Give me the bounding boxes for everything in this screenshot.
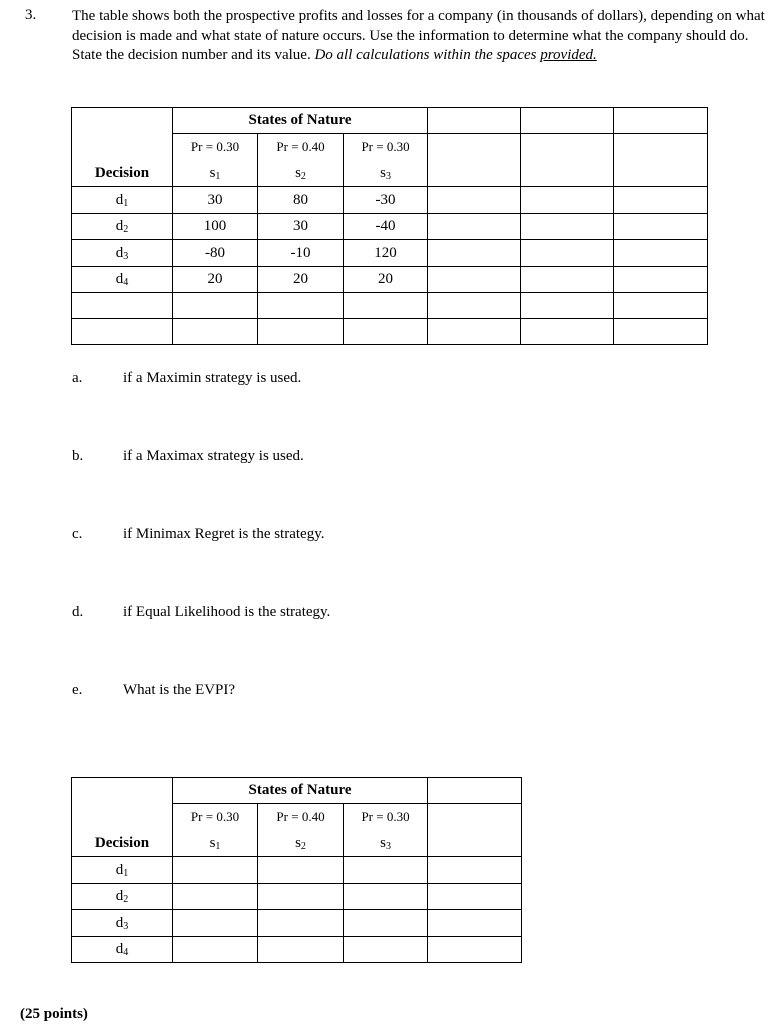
t1-prob-3: Pr = 0.30 [344,134,428,161]
question-instruction: Do all calculations within the spaces [314,47,541,63]
t1-cell: -80 [173,240,258,267]
t1-cell: -40 [344,214,428,240]
t2-state-1: $s_1$ [173,831,258,857]
t2-decision-header: Decision [72,831,173,857]
table-row [72,187,708,214]
t1-cell: -30 [344,187,428,214]
t1-decision-3: $d_3$ [72,240,173,267]
table-row [72,293,708,319]
points-label: (25 points) [20,1006,88,1022]
table-row [72,937,522,963]
t1-state-2: $s_2$ [258,161,344,187]
t1-cell: -10 [258,240,344,267]
question-number: 3. [25,7,37,23]
t1-decision-4: $d_4$ [72,267,173,293]
question-main-text: The table shows both the prospective profits and losses for a company (in thousands of dollars), depending on what decision is made and what state of nature occurs. Use the information to determine what the company should do. State the decision number and its value. [72,8,765,63]
t2-state-3: $s_3$ [344,831,428,857]
table-row [72,857,522,884]
question-c-text: if Minimax Regret is the strategy. [123,526,325,542]
t1-cell: 100 [173,214,258,240]
t1-cell: 80 [258,187,344,214]
table-row [72,214,708,240]
t1-decision-header: Decision [72,161,173,187]
t2-prob-3: Pr = 0.30 [344,804,428,831]
table-row [72,910,522,937]
question-text [72,7,778,66]
table-row [72,884,522,910]
t1-states-header: States of Nature [173,108,428,134]
question-e-label: e. [72,682,83,698]
t1-cell: 120 [344,240,428,267]
t2-prob-2: Pr = 0.40 [258,804,344,831]
question-b-label: b. [72,448,84,464]
t2-corner-cell [72,778,173,804]
question-d-label: d. [72,604,84,620]
t1-state-1: $s_1$ [173,161,258,187]
t1-state-3: $s_3$ [344,161,428,187]
question-a-label: a. [72,370,83,386]
t2-prob-1: Pr = 0.30 [173,804,258,831]
question-d-text: if Equal Likelihood is the strategy. [123,604,331,620]
t1-cell: 30 [173,187,258,214]
t1-cell: 20 [173,267,258,293]
t1-decision-1: $d_1$ [72,187,173,214]
t1-decision-2: $d_2$ [72,214,173,240]
provided-link[interactable]: provided. [540,47,597,63]
t2-states-header: States of Nature [173,778,428,804]
t1-prob-2: Pr = 0.40 [258,134,344,161]
t2-decision-3: $d_3$ [72,910,173,937]
payoff-table [71,107,708,345]
t1-cell: 20 [344,267,428,293]
question-b-text: if a Maximax strategy is used. [123,448,304,464]
regret-table [71,777,522,963]
question-c-label: c. [72,526,83,542]
t2-decision-1: $d_1$ [72,857,173,884]
t1-cell: 20 [258,267,344,293]
t2-decision-4: $d_4$ [72,937,173,963]
question-a-text: if a Maximin strategy is used. [123,370,302,386]
t1-corner-cell [72,108,173,134]
t2-decision-2: $d_2$ [72,884,173,910]
question-e-text: What is the EVPI? [123,682,236,698]
t1-prob-1: Pr = 0.30 [173,134,258,161]
t1-cell: 30 [258,214,344,240]
table-row [72,267,708,293]
table-row [72,240,708,267]
t2-state-2: $s_2$ [258,831,344,857]
table-row [72,319,708,345]
